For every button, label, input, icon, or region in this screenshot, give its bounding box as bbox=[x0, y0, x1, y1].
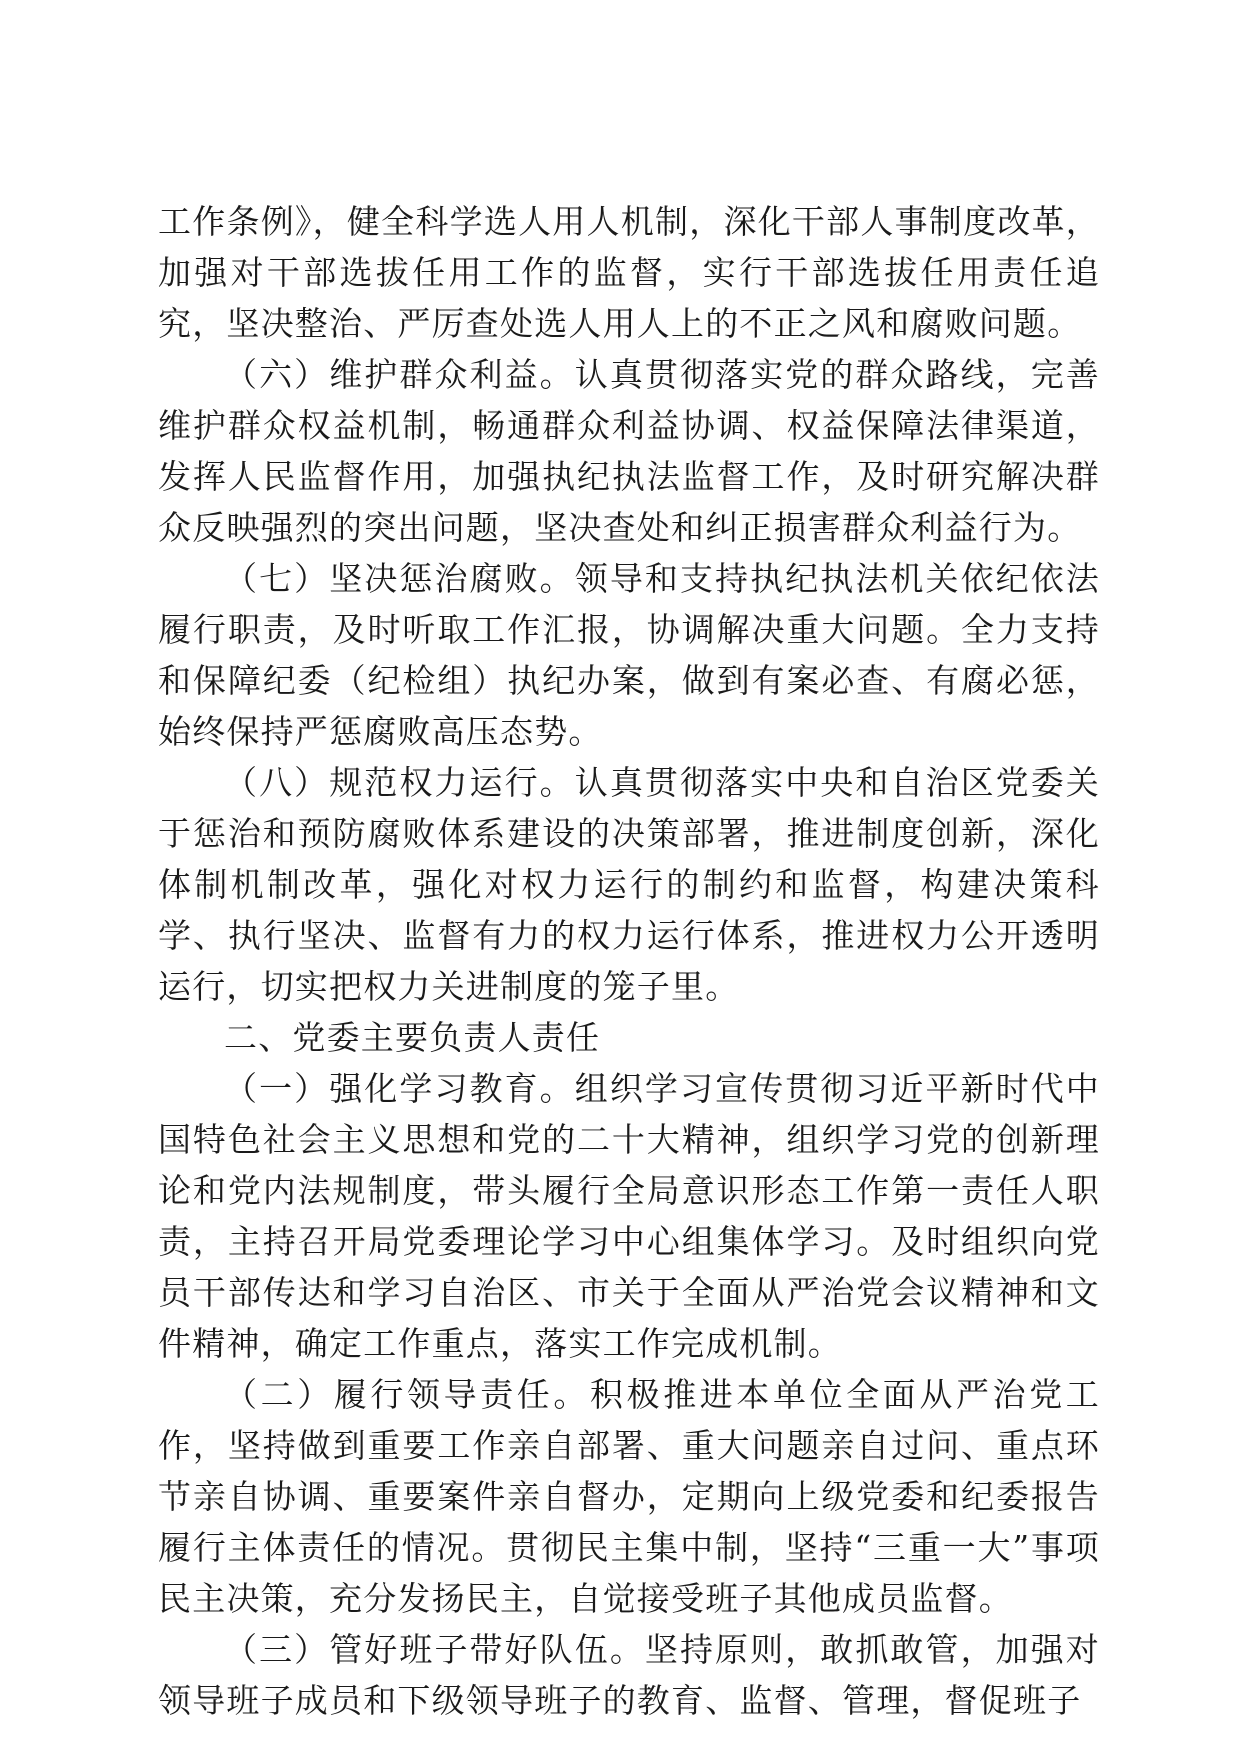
paragraph-protect-public-interests bbox=[158, 349, 1100, 553]
paragraph-heading: （一）强化学习教育。 bbox=[224, 1069, 575, 1108]
paragraph-heading: （二）履行领导责任。 bbox=[224, 1375, 590, 1414]
paragraph-text: 领导和支持执纪执法机关依纪依法履行职责，及时听取工作汇报，协调解决重大问题。全力支持和保障纪委（纪检组）执纪办案，做到有案必查、有腐必惩，始终保持严惩腐败高压态势。 bbox=[158, 559, 1100, 751]
paragraph-text: 坚持原则，敢抓敢管，加强对领导班子成员和下级领导班子的教育、监督、管理，督促班子 bbox=[158, 1630, 1100, 1720]
paragraph-heading: （六）维护群众利益。 bbox=[224, 355, 575, 394]
paragraph-strengthen-study bbox=[158, 1063, 1100, 1369]
paragraph-manage-team bbox=[158, 1624, 1100, 1726]
paragraph-text: 积极推进本单位全面从严治党工作，坚持做到重要工作亲自部署、重大问题亲自过问、重点环节亲自协调、重要案件亲自督办，定期向上级党委和纪委报告履行主体责任的情况。贯彻民主集中制，坚持“三重一大”事项民主决策，充分发扬民主，自觉接受班子其他成员监督。 bbox=[158, 1375, 1100, 1618]
paragraph-text: 认真贯彻落实中央和自治区党委关于惩治和预防腐败体系建设的决策部署，推进制度创新，深化体制机制改革，强化对权力运行的制约和监督，构建决策科学、执行坚决、监督有力的权力运行体系，推进权力公开透明运行，切实把权力关进制度的笼子里。 bbox=[158, 763, 1100, 1006]
paragraph-heading: （三）管好班子带好队伍。 bbox=[224, 1630, 645, 1669]
paragraph-heading: （七）坚决惩治腐败。 bbox=[224, 559, 575, 598]
section-title: 二、党委主要负责人责任 bbox=[224, 1018, 601, 1057]
paragraph-continued bbox=[158, 196, 1100, 349]
paragraph-heading: （八）规范权力运行。 bbox=[224, 763, 575, 802]
document-page bbox=[158, 196, 1100, 1726]
paragraph-text: 认真贯彻落实党的群众路线，完善维护群众权益机制，畅通群众利益协调、权益保障法律渠道，发挥人民监督作用，加强执纪执法监督工作，及时研究解决群众反映强烈的突出问题，坚决查处和纠正损害群众利益行为。 bbox=[158, 355, 1100, 547]
paragraph-punish-corruption bbox=[158, 553, 1100, 757]
paragraph-leadership-responsibility bbox=[158, 1369, 1100, 1624]
paragraph-regulate-power bbox=[158, 757, 1100, 1012]
paragraph-text: 工作条例》，健全科学选人用人机制，深化干部人事制度改革，加强对干部选拔任用工作的监督，实行干部选拔任用责任追究，坚决整治、严厉查处选人用人上的不正之风和腐败问题。 bbox=[158, 202, 1100, 343]
paragraph-text: 组织学习宣传贯彻习近平新时代中国特色社会主义思想和党的二十大精神，组织学习党的创新理论和党内法规制度，带头履行全局意识形态工作第一责任人职责，主持召开局党委理论学习中心组集体学习。及时组织向党员干部传达和学习自治区、市关于全面从严治党会议精神和文件精神，确定工作重点，落实工作完成机制。 bbox=[158, 1069, 1100, 1363]
